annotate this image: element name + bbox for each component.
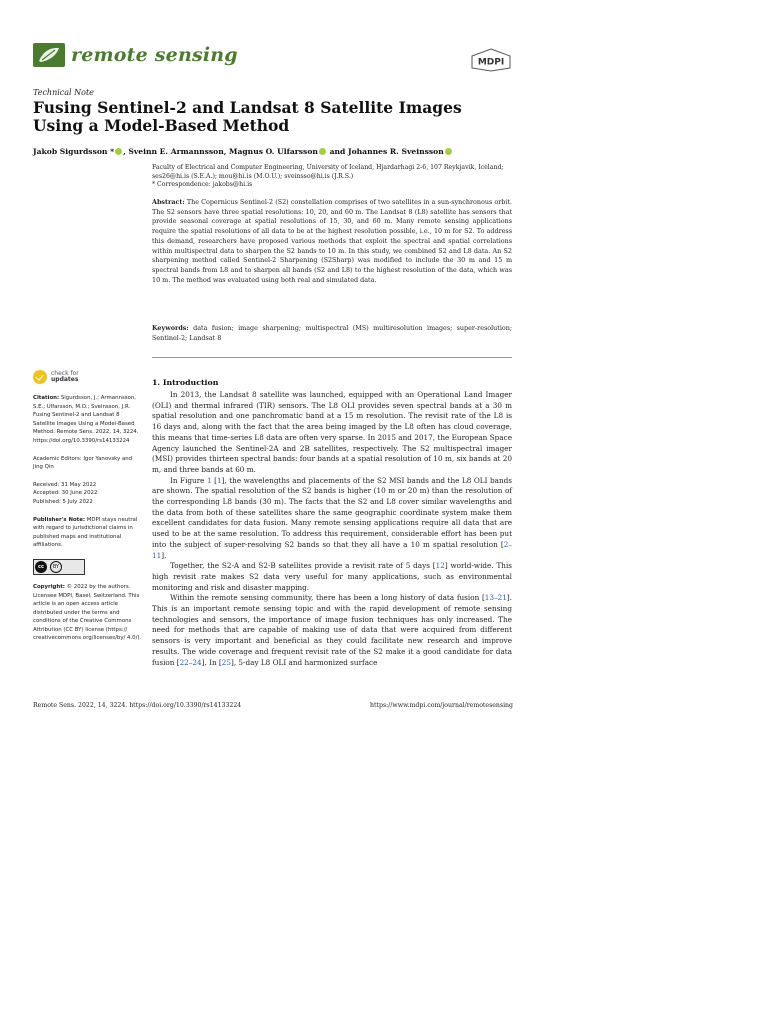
copyright-block [33,583,143,643]
footer-citation: Remote Sens. 2022, 14, 3224. https://doi.org/10.3390/rs14133224 [33,702,242,709]
cc-icon: cc [35,561,47,573]
author-segment: and Johannes R. Sveinsson [326,147,444,156]
abstract-label: Abstract: [152,198,185,206]
copyright-label: Copyright: [33,583,65,590]
academic-editors: Academic Editors: Igor Yanovsky and Jing Qin [33,455,133,471]
journal-name: remote sensing [71,44,238,66]
check-for-updates-button[interactable] [33,370,143,384]
keywords [152,324,512,343]
checkmark-icon [33,370,47,384]
section-divider [152,357,512,358]
paragraph: In 2013, the Landsat 8 satellite was launched, equipped with an Operational Land Imager (OLI) and thermal infrared (TIR) sensors. The L8 OLI provides seven spectral bands at a 30 m spatial resolution and one panchromatic band at a 15 m resolution. The revisit rate of the L8 is 16 days and, along with the fact that the area being imaged by the L8 often has cloud coverage, this means that time-series L8 data are often very sparse. In 2015 and 2017, the European Space Agency launched the Sentinel-2A and 2B satellites, respectively. The S2 multispectral imager (MSI) provides thirteen spectral bands: four bands at a spatial resolution of 10 m, six bands at 20 m, and three bands at 60 m. [152,390,512,474]
copyright-text: © 2022 by the authors. Licensee MDPI, Basel, Switzerland. This article is an open access article distributed under the terms and conditions of the Creative Commons Attribution (CC BY) license (https:// creativecommons.org/licenses/by/ 4.0/). [33,583,142,642]
by-icon: BY [50,561,62,573]
abstract-text: The Copernicus Sentinel-2 (S2) constellation comprises of two satellites in a sun-synchronous orbit. The S2 sensors have three spatial resolutions: 10, 20, and 60 m. The Landsat 8 (L8) satellite has sensors that provide seasonal coverage at spatial resolutions of 15, 30, and 60 m. Many remote sensing applications require the spatial resolutions of all data to be at the highest resolution possible, i.e., 10 m for S2. To address this demand, researchers have proposed various methods that exploit the spectral and spatial correlations within multispectral data to sharpen the S2 bands to 10 m. In this study, we combined S2 and L8 data. An S2 sharpening method called Sentinel-2 Sharpening (S2Sharp) was modified to include the 30 m and 15 m spectral bands from L8 and to sharpen all bands (S2 and L8) to the highest resolution of the data, which was 10 m. The method was evaluated using both real and simulated data. [152,198,512,284]
published-date: Published: 5 July 2022 [33,498,93,505]
publisher-note-label: Publisher's Note: [33,516,86,523]
reference-link[interactable]: 25 [221,657,231,667]
reference-link[interactable]: 2–11 [152,539,512,560]
paragraph: Together, the S2-A and S2-B satellites provide a revisit rate of 5 days [12] world-wide. This high revisit rate makes S2 data very useful for many applications, such as environmental monitoring and risk and disaster mapping. [152,561,512,592]
section-heading: 1. Introduction [152,378,219,387]
affiliation-block [152,164,512,190]
author-segment: Jakob Sigurdsson * [33,147,115,156]
paragraph: In Figure 1 [1], the wavelengths and placements of the S2 MSI bands and the L8 OLI bands are shown. The spatial resolution of the S2 bands is higher (10 m or 20 m) than the resolution of the corresponding L8 bands (30 m). The facts that the S2 and L8 cover similar wavelengths and the data from both of these satellites share the same geographic coordinate system make them excellent candidates for data fusion. Many remote sensing applications require all data that are used to be at the same resolution. To address this requirement, considerable effort has been put into the subject of super-resolving S2 bands so that they all have a 10 m spatial resolution [2–11]. [152,475,512,560]
footer-journal-url[interactable]: https://www.mdpi.com/journal/remotesensing [370,702,513,709]
author-list [33,147,453,156]
author-segment: , Sveinn E. Armannsson, Magnus O. Ulfarsson [123,147,318,156]
correspondence: * Correspondence: jakobs@hi.is [152,181,253,188]
reference-link[interactable]: 22–24 [179,657,202,667]
cc-by-license-icon[interactable] [33,559,85,575]
accepted-date: Accepted: 30 June 2022 [33,490,98,497]
mdpi-label: MDPI [477,57,505,68]
page-footer [33,702,513,709]
publisher-note-text: MDPI stays neutral with regard to jurisdictional claims in published maps and institutional affiliations. [33,516,138,549]
mdpi-logo [470,48,512,72]
satellite-leaf-icon [33,41,65,69]
keywords-label: Keywords: [152,324,189,332]
reference-link[interactable]: 1 [216,475,222,485]
orcid-icon[interactable] [445,148,452,155]
orcid-icon[interactable] [115,148,122,155]
dates-block [33,481,143,507]
reference-link[interactable]: 12 [435,561,445,571]
article-type: Technical Note [33,88,94,97]
received-date: Received: 31 May 2022 [33,481,97,488]
figure-link[interactable]: 1 [206,475,212,485]
sidebar [33,370,143,652]
reference-link[interactable]: 13–21 [484,593,507,603]
body-text [152,390,512,668]
citation-label: Citation: [33,395,60,401]
journal-logo [33,41,238,69]
orcid-icon[interactable] [319,148,326,155]
paragraph: Within the remote sensing community, there has been a long history of data fusion [13–21]. This is an important remote sensing topic and with the rapid development of remote sensing technologies and sensors, the importance of image fusion techniques has only increased. The need for methods that are capable of making use of data that were acquired from different sensors is very important and beneficial as they could facilitate new research and improve results. The wide coverage and frequent revisit rate of the S2 make it a good candidate for data fusion [22–24]. In [25], 5-day L8 OLI and harmonized surface [152,593,512,667]
article-title: Fusing Sentinel-2 and Landsat 8 Satellite Images Using a Model-Based Method [33,98,462,135]
publisher-note [33,516,143,550]
check-line2: updates [51,376,79,383]
affiliation: Faculty of Electrical and Computer Engineering, University of Iceland, Hjardarhagi 2-6, 107 Reykjavik, Iceland; ses26@hi.is (S.E.A.); mou@hi.is (M.O.U.); sveinsso@hi.is (J.R.S.) [152,164,504,180]
abstract [152,198,512,285]
citation-text: Sigurdsson, J.; Armannsson, S.E.; Ulfarsson, M.O.; Sveinsson, J.R. Fusing Sentinel-2 and Landsat 8 Satellite Images Using a Model-Based Method. Remote Sens. 2022, 14, 3224. https://doi.org/10.3390/rs14133224 [33,395,139,444]
check-line1: check for [51,369,79,377]
keywords-text: data fusion; image sharpening; multispectral (MS) multiresolution images; super-resolution; Sentinel-2; Landsat 8 [152,324,512,342]
citation-block [33,394,143,446]
